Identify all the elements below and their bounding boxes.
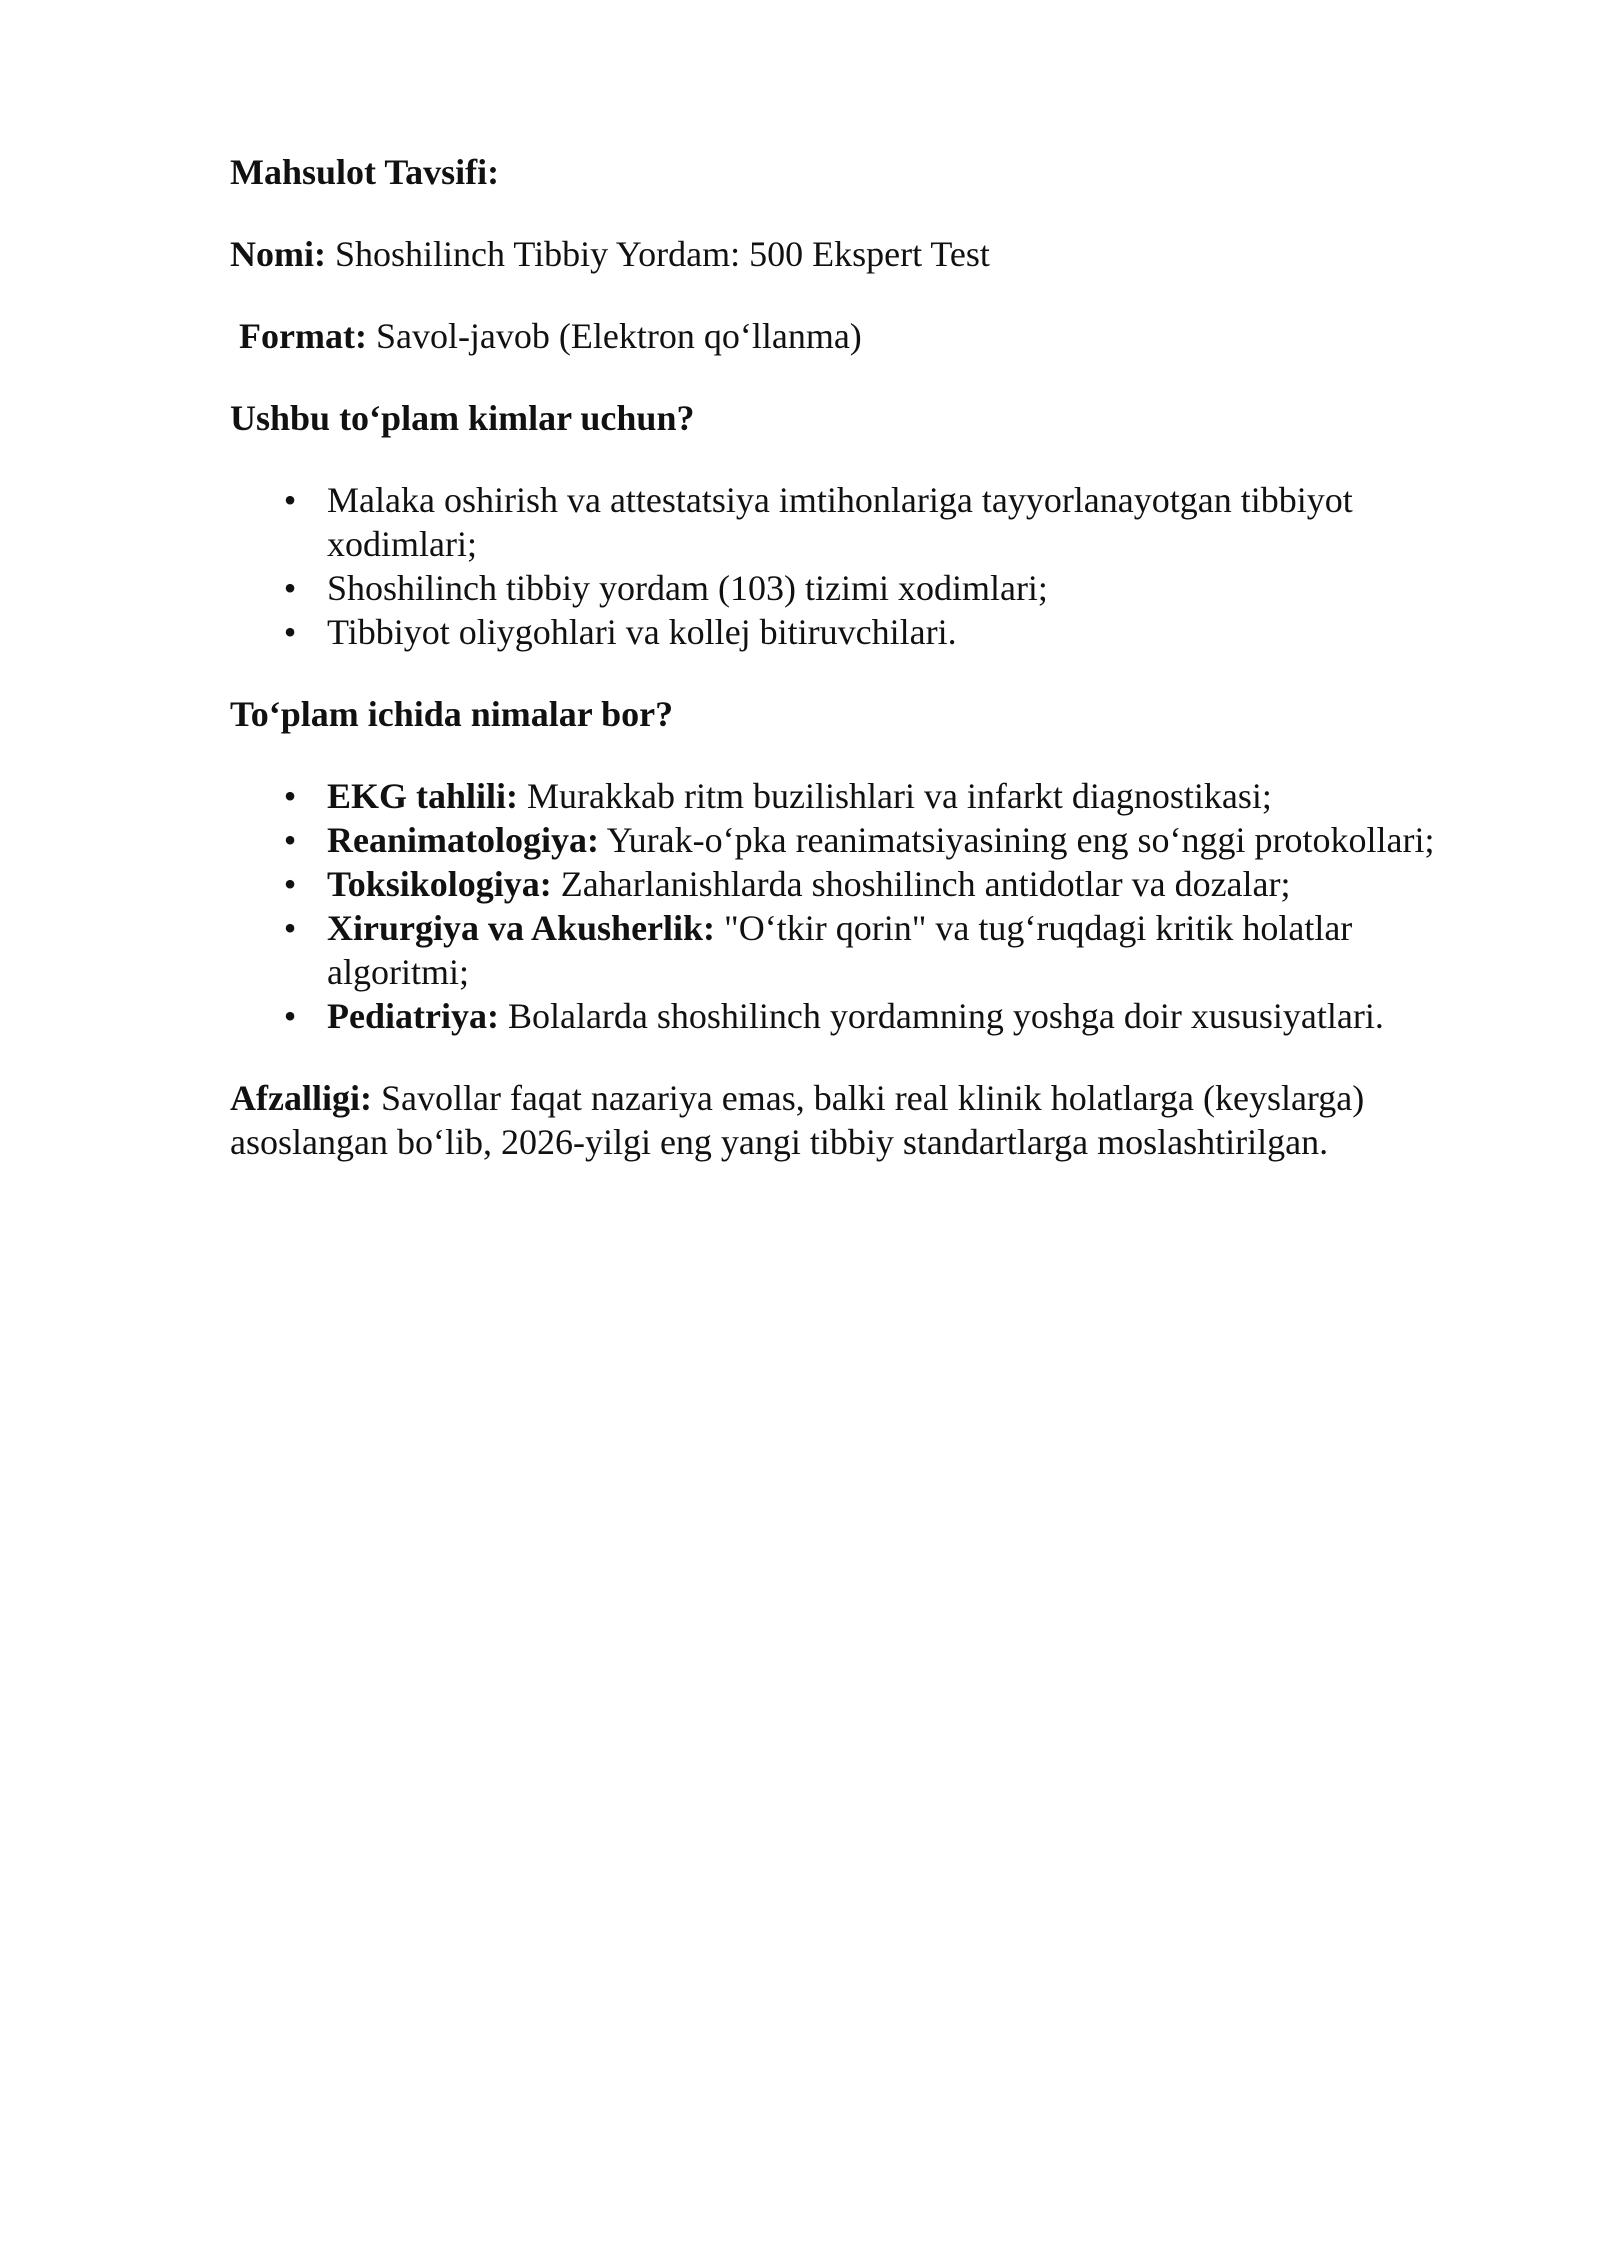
advantage-text: Savollar faqat nazariya emas, balki real klinik holatlarga (keyslarga) asoslangan bo‘lib, 2026-yilgi eng yangi tibbiy standartlarga moslashtirilgan. [230,1078,1365,1162]
list-item [230,610,1450,654]
product-format [230,314,1450,358]
bullet-icon: • [283,612,297,652]
advantage-paragraph [230,1076,1450,1164]
document-page [230,150,1450,1202]
audience-list [230,478,1450,654]
product-name-value: Shoshilinch Tibbiy Yordam: 500 Ekspert Test [334,234,990,274]
list-item [230,862,1450,906]
list-item-text: "O‘tkir qorin" va tug‘ruqdagi kritik holatlar algoritmi; [327,908,1353,992]
list-item [230,478,1450,566]
product-format-value: Savol-javob (Elektron qo‘llanma) [375,316,862,356]
advantage-label: Afzalligi: [230,1078,372,1118]
list-item [230,818,1450,862]
bullet-icon: • [283,996,297,1036]
list-item-text: Zaharlanishlarda shoshilinch antidotlar va dozalar; [560,864,1291,904]
list-item [230,774,1450,818]
bullet-icon: • [283,480,297,520]
list-item-text: Yurak-o‘pka reanimatsiyasining eng so‘nggi protokollari; [606,820,1435,860]
document-title: Mahsulot Tavsifi: [230,152,500,192]
list-item [230,906,1450,994]
bullet-icon: • [283,864,297,904]
list-item-text: Bolalarda shoshilinch yordamning yoshga doir xususiyatlari. [507,996,1384,1036]
list-item-text: Malaka oshirish va attestatsiya imtihonlariga tayyorlanayotgan tibbiyot xodimlari; [327,480,1353,564]
bullet-icon: • [283,568,297,608]
list-item-text: Murakkab ritm buzilishlari va infarkt diagnostikasi; [527,776,1272,816]
bullet-icon: • [283,908,297,948]
product-name-label: Nomi: [230,234,326,274]
list-item-text: Tibbiyot oliygohlari va kollej bitiruvchilari. [327,612,957,652]
list-item-label: EKG tahlili: [327,776,519,816]
bullet-icon: • [283,776,297,816]
list-item-text: Shoshilinch tibbiy yordam (103) tizimi xodimlari; [327,568,1048,608]
product-name [230,232,1450,276]
product-format-label: Format: [239,316,367,356]
list-item-label: Pediatriya: [327,996,499,1036]
audience-heading: Ushbu to‘plam kimlar uchun? [230,398,695,438]
list-item [230,566,1450,610]
contents-list [230,774,1450,1038]
list-item [230,994,1450,1038]
bullet-icon: • [283,820,297,860]
list-item-label: Toksikologiya: [327,864,552,904]
list-item-label: Reanimatologiya: [327,820,599,860]
list-item-label: Xirurgiya va Akusherlik: [327,908,716,948]
contents-heading: To‘plam ichida nimalar bor? [230,694,674,734]
